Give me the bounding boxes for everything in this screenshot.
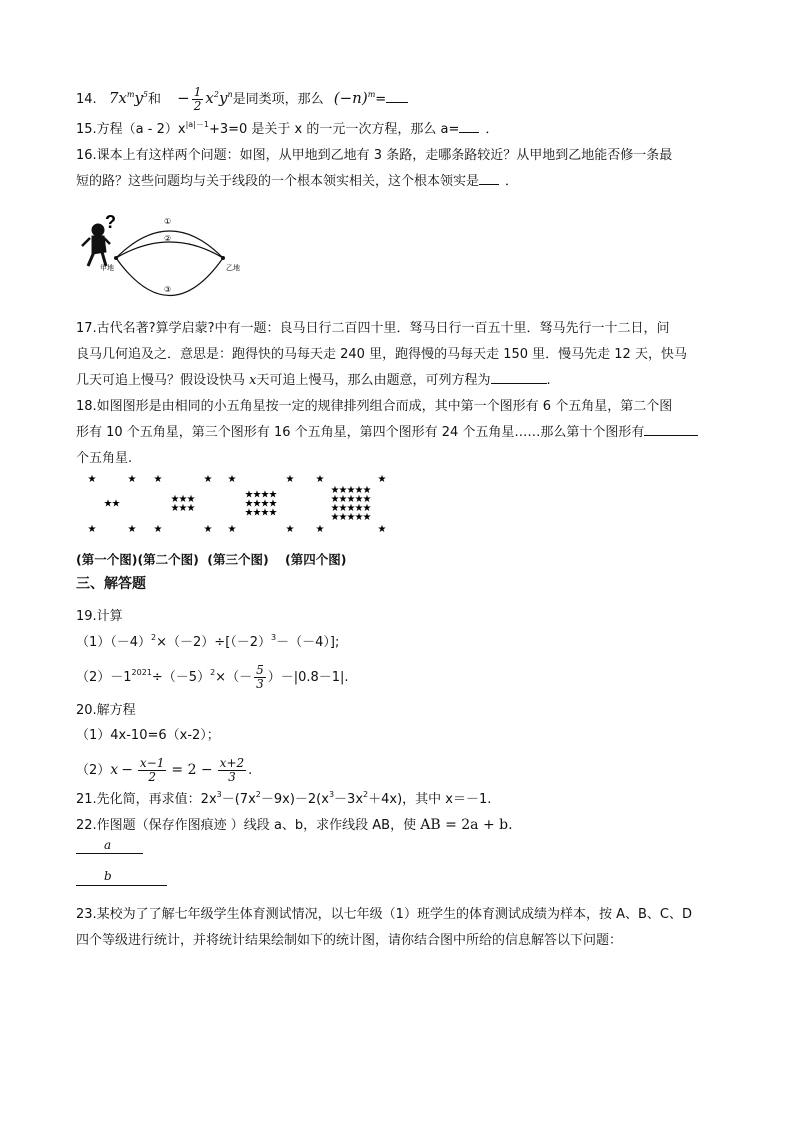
star-icon: ★ xyxy=(103,498,113,510)
question-23-line1: 23.某校为了了解七年级学生体育测试情况，以七年级（1）班学生的体育测试成绩为样本，按 A、B、C、D xyxy=(76,907,692,922)
star-icon: ★ xyxy=(186,494,196,505)
star-icon: ★ xyxy=(362,503,372,514)
question-20-part1: （1）4x-10=6（x-2）； xyxy=(76,728,220,743)
star-icon: ★ xyxy=(127,524,137,535)
star-icon: ★ xyxy=(111,498,121,510)
star-icon: ★ xyxy=(244,498,254,510)
question-23-line2: 四个等级进行统计，并将统计结果绘制如下的统计图，请你结合图中所给的信息解答以下问题： xyxy=(76,933,623,948)
question-18-line2: 形有 10 个五角星，第三个图形有 16 个五角星，第四个图形有 24 个五角星……那么第十个图形有 xyxy=(76,424,698,442)
star-icon: ★ xyxy=(362,512,372,523)
segment-b xyxy=(76,885,167,886)
fraction-x-plus-2: $\frac{x+2}{3}$ xyxy=(219,756,245,784)
star-icon: ★ xyxy=(203,524,213,535)
star-icon: ★ xyxy=(268,498,278,510)
question-18-line3: 个五角星. xyxy=(76,451,133,466)
end-label: 乙地 xyxy=(226,264,240,272)
question-17-line3: 几天可追上慢马？假设设快马 x天可追上慢马，那么由题意，可列方程为 . xyxy=(76,373,551,388)
question-16-line1: 16.课本上有这样两个问题：如图，从甲地到乙地有 3 条路，走哪条路较近？从甲地到乙地能否修一条最 xyxy=(76,148,673,163)
caption-fig4: (第四个图) xyxy=(285,552,347,567)
star-icon: ★ xyxy=(153,524,163,535)
fraction-half: $\frac{1}{2}$ xyxy=(193,85,202,113)
star-icon: ★ xyxy=(346,512,356,523)
question-19-part1: $(1)(-4)^2\times(-2)\div[(-2)^3-(-4)]$; xyxy=(76,633,340,650)
star-icon: ★ xyxy=(346,485,356,496)
star-icon: ★ xyxy=(252,507,262,519)
start-label: 甲地 xyxy=(100,264,114,272)
star-icon: ★ xyxy=(377,474,387,485)
star-icon: ★ xyxy=(346,494,356,505)
star-icon: ★ xyxy=(362,485,372,496)
star-icon: ★ xyxy=(244,507,254,519)
answer-blank xyxy=(479,184,499,185)
star-icon: ★ xyxy=(330,485,340,496)
question-22: 22.作图题（保存作图痕迹 ）线段 a、b，求作线段 AB，使 AB = 2a + b. xyxy=(76,817,513,833)
section-heading: 三、解答题 xyxy=(76,576,146,592)
question-16-line2: 短的路？这些问题均与关于线段的一个根本领实相关，这个根本领实是 ． xyxy=(76,174,519,189)
star-icon: ★ xyxy=(87,524,97,535)
question-18-line1: 18.如图图形是由相同的小五角星按一定的规律排列组合而成，其中第一个图形有 6 个五角星，第二个图 xyxy=(76,399,673,414)
question-17-line2: 良马几何追及之．意思是：跑得快的马每天走 240 里，跑得慢的马每天走 150 里．慢马先走 12 天，快马 xyxy=(76,347,687,362)
answer-blank xyxy=(491,383,547,384)
fraction-5-3: $\frac{5}{3}$ xyxy=(256,663,264,691)
star-icon: ★ xyxy=(354,485,364,496)
star-icon: ★ xyxy=(338,494,348,505)
star-icon: ★ xyxy=(338,512,348,523)
star-icon: ★ xyxy=(260,498,270,510)
star-icon: ★ xyxy=(346,503,356,514)
question-mark: ? xyxy=(105,212,116,232)
segment-a xyxy=(76,853,143,854)
question-21: 21.先化简，再求值：$2x^3-(7x^2-9x)-2(x^3-3x^2+4x)$，其中 x＝－1. xyxy=(76,790,492,807)
question-20-part2: （2）x − $\frac{x-1}{2}$ = 2 − $\frac{x+2}{3}$ . xyxy=(76,756,253,784)
star-figure-captions xyxy=(76,551,346,569)
star-icon: ★ xyxy=(178,494,188,505)
route-2-label: ② xyxy=(164,234,172,243)
star-icon: ★ xyxy=(186,503,196,514)
star-icon: ★ xyxy=(285,524,295,535)
star-icon: ★ xyxy=(153,474,163,485)
star-icon: ★ xyxy=(377,524,387,535)
fraction-x-minus-1: $\frac{x-1}{2}$ xyxy=(139,756,165,784)
caption-fig1: (第一个图) xyxy=(76,552,138,567)
star-icon: ★ xyxy=(252,489,262,501)
star-icon: ★ xyxy=(354,503,364,514)
question-20-title: 20.解方程 xyxy=(76,703,136,718)
star-icon: ★ xyxy=(338,503,348,514)
star-icon: ★ xyxy=(338,485,348,496)
star-icon: ★ xyxy=(315,474,325,485)
star-pattern-figure xyxy=(80,468,400,538)
star-icon: ★ xyxy=(170,503,180,514)
star-icon: ★ xyxy=(268,507,278,519)
expression: $(-n)^m$ xyxy=(333,89,376,107)
star-icon: ★ xyxy=(354,494,364,505)
star-icon: ★ xyxy=(127,474,137,485)
caption-fig2: (第二个图) xyxy=(137,552,199,567)
question-15: 15.方程$(a - 2)x^{|a|-1}+3=0$ 是关于 x 的一元一次方程，那么 a= ． xyxy=(76,120,499,137)
star-icon: ★ xyxy=(285,474,295,485)
star-icon: ★ xyxy=(330,512,340,523)
star-icon: ★ xyxy=(268,489,278,501)
answer-blank xyxy=(386,102,408,103)
term1: $7x^my^5$ xyxy=(108,89,149,107)
star-icon: ★ xyxy=(260,507,270,519)
star-icon: ★ xyxy=(87,474,97,485)
question-19-part2: $(2)-1^{2021}\div(-5)^2\times(-$ $\frac{5}{3}$ ）－|0.8－1|. xyxy=(76,663,349,691)
star-icon: ★ xyxy=(227,474,237,485)
question-19-title: 19.计算 xyxy=(76,609,123,624)
star-icon: ★ xyxy=(315,524,325,535)
answer-blank xyxy=(459,132,479,133)
star-icon: ★ xyxy=(178,503,188,514)
star-icon: ★ xyxy=(330,494,340,505)
star-icon: ★ xyxy=(203,474,213,485)
star-icon: ★ xyxy=(260,489,270,501)
question-14: 14. $7x^my^5$和 − $\frac{1}{2}$ $x^2y^n$是同类项，那么 $(-n)^m=$ xyxy=(76,86,408,113)
route-3-label: ③ xyxy=(164,285,172,294)
star-icon: ★ xyxy=(244,489,254,501)
star-icon: ★ xyxy=(354,512,364,523)
question-number: 14. xyxy=(76,92,97,107)
segment-b-label: b xyxy=(104,869,112,883)
caption-fig3: (第三个图) xyxy=(207,552,269,567)
star-icon: ★ xyxy=(252,498,262,510)
route-1-label: ① xyxy=(164,217,172,226)
question-17-line1: 17.古代名著?算学启蒙?中有一题：良马日行二百四十里．驽马日行一百五十里．驽马先行一十二日，问 xyxy=(76,321,670,336)
answer-blank xyxy=(644,435,698,436)
star-icon: ★ xyxy=(330,503,340,514)
star-icon: ★ xyxy=(362,494,372,505)
star-icon: ★ xyxy=(227,524,237,535)
segment-a-label: a xyxy=(104,838,112,852)
term2: $x^2y^n$ xyxy=(205,89,233,107)
route-diagram xyxy=(78,208,248,303)
star-icon: ★ xyxy=(170,494,180,505)
